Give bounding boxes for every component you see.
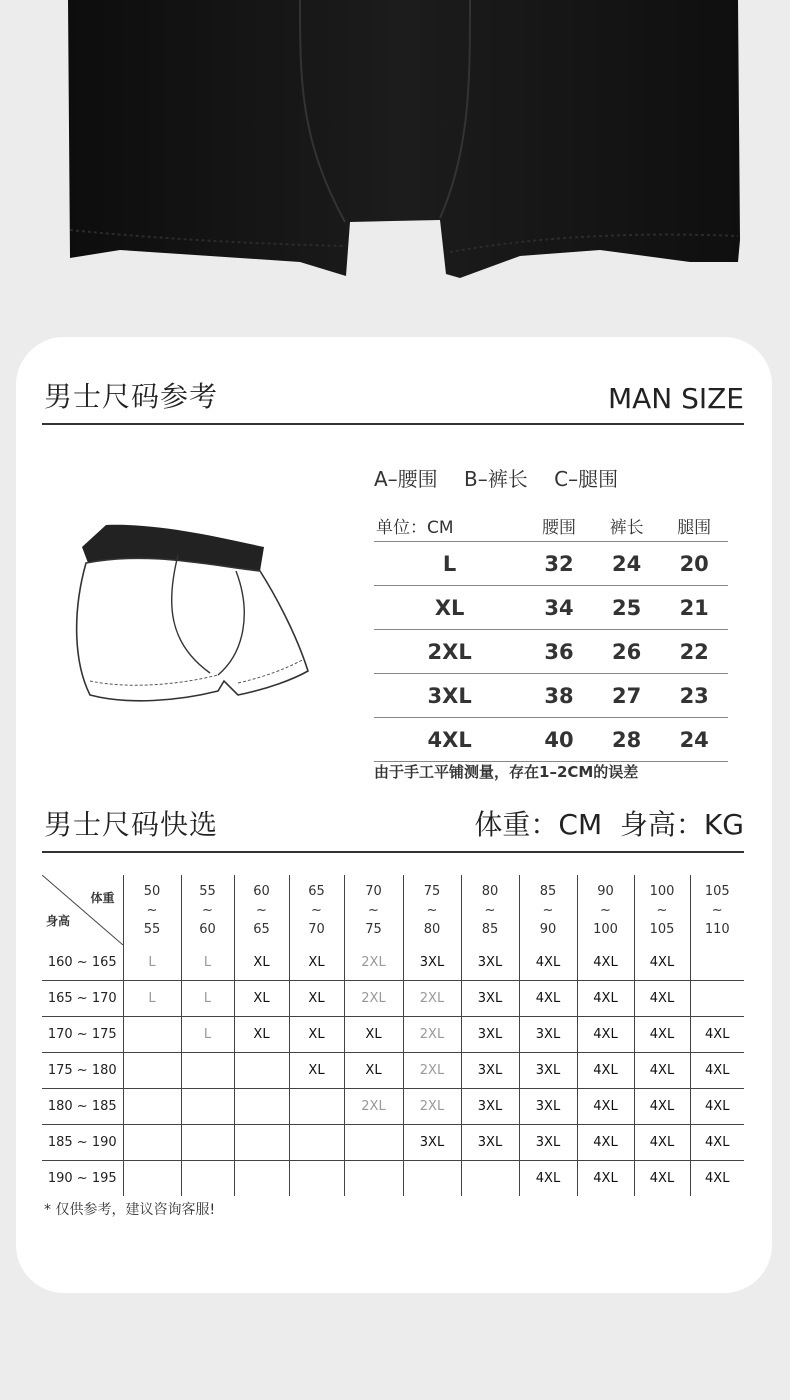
weight-bound: 60	[199, 921, 216, 937]
range-tilde: ~	[311, 902, 322, 918]
length-header: 裤长	[593, 509, 661, 542]
length-value: 24	[593, 542, 661, 586]
waist-header: 腰围	[525, 509, 593, 542]
quick-size-header	[42, 809, 744, 853]
height-range-label: 190 ~ 195	[42, 1161, 123, 1197]
boxer-illustration	[68, 513, 314, 713]
corner-diagonal	[42, 875, 123, 945]
size-cell: 4XL	[634, 1053, 690, 1089]
size-cell: 4XL	[690, 1125, 744, 1161]
weight-range-header	[181, 875, 234, 945]
size-cell: XL	[289, 1017, 344, 1053]
weight-bound: 65	[253, 921, 270, 937]
size-cell: 2XL	[344, 945, 403, 981]
weight-bound: 50	[143, 883, 161, 899]
range-tilde: ~	[711, 902, 723, 918]
size-cell: 3XL	[403, 945, 461, 981]
reference-note: * 仅供参考，建议咨询客服!	[44, 1202, 216, 1218]
size-cell	[234, 1125, 289, 1161]
weight-range-header	[461, 875, 519, 945]
height-row	[42, 1017, 744, 1053]
size-cell: 3XL	[461, 1089, 519, 1125]
weight-bound: 110	[704, 921, 730, 937]
weight-bound: 75	[365, 921, 382, 937]
size-cell	[289, 1161, 344, 1197]
legend-c: C–腿围	[554, 467, 619, 491]
size-row	[374, 542, 728, 586]
unit-header: 单位：CM	[374, 509, 525, 542]
waist-value: 34	[525, 586, 593, 630]
size-cell: 3XL	[461, 1125, 519, 1161]
leg-value: 24	[660, 718, 728, 762]
leg-value: 20	[660, 542, 728, 586]
size-table-header	[374, 509, 728, 542]
range-tilde: ~	[600, 902, 611, 918]
length-value: 25	[593, 586, 661, 630]
range-tilde: ~	[656, 902, 668, 918]
size-cell: 4XL	[577, 1053, 634, 1089]
size-row	[374, 630, 728, 674]
size-cell: 3XL	[403, 1125, 461, 1161]
grid-corner	[42, 875, 123, 945]
weight-bound: 70	[308, 921, 325, 937]
height-row	[42, 1161, 744, 1197]
size-cell	[344, 1161, 403, 1197]
header-divider	[42, 423, 744, 425]
size-cell: 2XL	[344, 1089, 403, 1125]
size-cell: 3XL	[519, 1017, 577, 1053]
size-cell	[403, 1161, 461, 1197]
header-divider	[42, 851, 744, 853]
height-range-label: 175 ~ 180	[42, 1053, 123, 1089]
size-cell: 4XL	[519, 981, 577, 1017]
measurement-legend	[374, 463, 638, 492]
size-cell: 3XL	[519, 1053, 577, 1089]
length-value: 28	[593, 718, 661, 762]
size-cell: 4XL	[690, 1053, 744, 1089]
weight-bound: 80	[481, 883, 499, 899]
size-cell	[123, 1125, 181, 1161]
size-cell	[690, 981, 744, 1017]
size-cell: XL	[289, 945, 344, 981]
size-table	[374, 509, 728, 762]
weight-bound: 55	[143, 921, 161, 937]
size-cell: 4XL	[634, 945, 690, 981]
height-axis-label: 身高	[46, 914, 71, 928]
weight-bound: 70	[365, 883, 382, 899]
size-cell	[461, 1161, 519, 1197]
man-size-label: MAN SIZE	[607, 382, 744, 415]
size-cell: 4XL	[577, 1017, 634, 1053]
height-range-label: 185 ~ 190	[42, 1125, 123, 1161]
size-cell	[234, 1089, 289, 1125]
weight-range-header	[289, 875, 344, 945]
size-cell: XL	[234, 945, 289, 981]
size-cell	[344, 1125, 403, 1161]
size-cell	[123, 1053, 181, 1089]
size-cell: 4XL	[705, 1171, 730, 1186]
weight-range-header	[234, 875, 289, 945]
leg-value: 23	[660, 674, 728, 718]
size-cell	[181, 1053, 234, 1089]
weight-bound: 100	[649, 883, 675, 899]
weight-bound: 90	[597, 883, 614, 899]
range-tilde: ~	[146, 902, 158, 918]
weight-bound: 85	[481, 921, 499, 937]
legend-b: B–裤长	[464, 467, 528, 491]
leg-value: 21	[660, 586, 728, 630]
size-cell: 4XL	[577, 1161, 634, 1197]
weight-bound: 75	[423, 883, 441, 899]
weight-range-header	[344, 875, 403, 945]
size-cell: 2XL	[403, 1089, 461, 1125]
weight-bound: 90	[539, 921, 557, 937]
size-cell: 4XL	[634, 981, 690, 1017]
height-row	[42, 945, 744, 981]
height-range-label: 160 ~ 165	[42, 945, 123, 981]
size-cell: XL	[289, 1053, 344, 1089]
size-cell: L	[123, 981, 181, 1017]
weight-bound: 60	[253, 883, 270, 899]
weight-range-header	[634, 875, 690, 945]
range-tilde: ~	[202, 902, 213, 918]
weight-bound: 100	[593, 921, 618, 937]
quick-size-grid	[42, 875, 744, 1196]
waist-value: 40	[525, 718, 593, 762]
weight-bound: 105	[704, 883, 730, 899]
height-row	[42, 1089, 744, 1125]
size-cell: 4XL	[519, 1161, 577, 1197]
size-cell: 2XL	[403, 1053, 461, 1089]
range-tilde: ~	[484, 902, 496, 918]
size-cell	[181, 1089, 234, 1125]
weight-bound: 80	[423, 921, 441, 937]
size-cell	[289, 1089, 344, 1125]
height-range-label: 170 ~ 175	[42, 1017, 123, 1053]
size-cell: 4XL	[577, 1089, 634, 1125]
size-cell: 3XL	[461, 981, 519, 1017]
size-cell: 3XL	[519, 1125, 577, 1161]
waist-value: 32	[525, 542, 593, 586]
size-label: L	[374, 542, 525, 586]
size-cell	[234, 1053, 289, 1089]
size-cell: 4XL	[519, 945, 577, 981]
size-cell: 4XL	[577, 981, 634, 1017]
size-cell: 4XL	[577, 945, 634, 981]
weight-range-header	[519, 875, 577, 945]
size-cell: 4XL	[577, 1125, 634, 1161]
range-tilde: ~	[542, 902, 554, 918]
size-cell	[181, 1125, 234, 1161]
size-cell	[289, 1125, 344, 1161]
size-cell: 2XL	[403, 981, 461, 1017]
size-cell: XL	[344, 1017, 403, 1053]
size-cell: L	[123, 945, 181, 981]
size-label: 3XL	[374, 674, 525, 718]
size-cell: 4XL	[634, 1161, 690, 1197]
legend-a: A–腰围	[374, 467, 438, 491]
size-reference-header	[42, 381, 744, 425]
size-cell: 4XL	[634, 1125, 690, 1161]
height-range-label: 165 ~ 170	[42, 981, 123, 1017]
weight-range-header	[577, 875, 634, 945]
size-cell: 2XL	[344, 981, 403, 1017]
weight-range-header	[403, 875, 461, 945]
weight-header-row	[42, 875, 744, 945]
size-cell: XL	[289, 981, 344, 1017]
size-cell	[123, 1017, 181, 1053]
size-row	[374, 586, 728, 630]
size-cell	[690, 945, 744, 981]
leg-header: 腿围	[660, 509, 728, 542]
size-cell: 3XL	[461, 1017, 519, 1053]
size-label: 2XL	[374, 630, 525, 674]
size-label: 4XL	[374, 718, 525, 762]
size-cell	[123, 1161, 181, 1197]
size-cell: 4XL	[690, 1089, 744, 1125]
height-range-label: 180 ~ 185	[42, 1089, 123, 1125]
product-photo	[0, 0, 790, 300]
size-cell	[123, 1089, 181, 1125]
size-row	[374, 718, 728, 762]
size-cell: L	[181, 1017, 234, 1053]
weight-range-header	[123, 875, 181, 945]
weight-axis-label: 体重	[90, 891, 115, 905]
size-cell: 4XL	[634, 1089, 690, 1125]
size-cell: 4XL	[634, 1017, 690, 1053]
range-tilde: ~	[426, 902, 438, 918]
size-cell: L	[181, 945, 234, 981]
weight-bound: 85	[539, 883, 557, 899]
weight-bound: 65	[308, 883, 325, 899]
size-cell	[234, 1161, 289, 1197]
size-cell: 2XL	[403, 1017, 461, 1053]
size-cell: XL	[344, 1053, 403, 1089]
size-cell: 3XL	[519, 1089, 577, 1125]
size-cell	[181, 1161, 234, 1197]
weight-range-header	[690, 875, 744, 945]
length-value: 26	[593, 630, 661, 674]
size-cell: XL	[234, 1017, 289, 1053]
waist-value: 38	[525, 674, 593, 718]
leg-value: 22	[660, 630, 728, 674]
size-reference-title: 男士尺码参考	[44, 380, 219, 413]
size-cell: 3XL	[461, 945, 519, 981]
size-cell: XL	[234, 981, 289, 1017]
range-tilde: ~	[368, 902, 379, 918]
size-label: XL	[374, 586, 525, 630]
size-cell: 3XL	[461, 1053, 519, 1089]
size-row	[374, 674, 728, 718]
range-tilde: ~	[256, 902, 267, 918]
height-row	[42, 981, 744, 1017]
weight-bound: 55	[199, 883, 216, 899]
height-row	[42, 1053, 744, 1089]
length-value: 27	[593, 674, 661, 718]
measurement-note: 由于手工平铺测量，存在1–2CM的误差	[374, 763, 639, 781]
units-label: 体重：CM 身高：KG	[474, 808, 744, 841]
size-cell: L	[181, 981, 234, 1017]
weight-bound: 105	[649, 921, 675, 937]
height-row	[42, 1125, 744, 1161]
waist-value: 36	[525, 630, 593, 674]
size-cell: 4XL	[690, 1017, 744, 1053]
quick-size-title: 男士尺码快选	[44, 808, 219, 841]
size-card	[16, 337, 772, 1293]
